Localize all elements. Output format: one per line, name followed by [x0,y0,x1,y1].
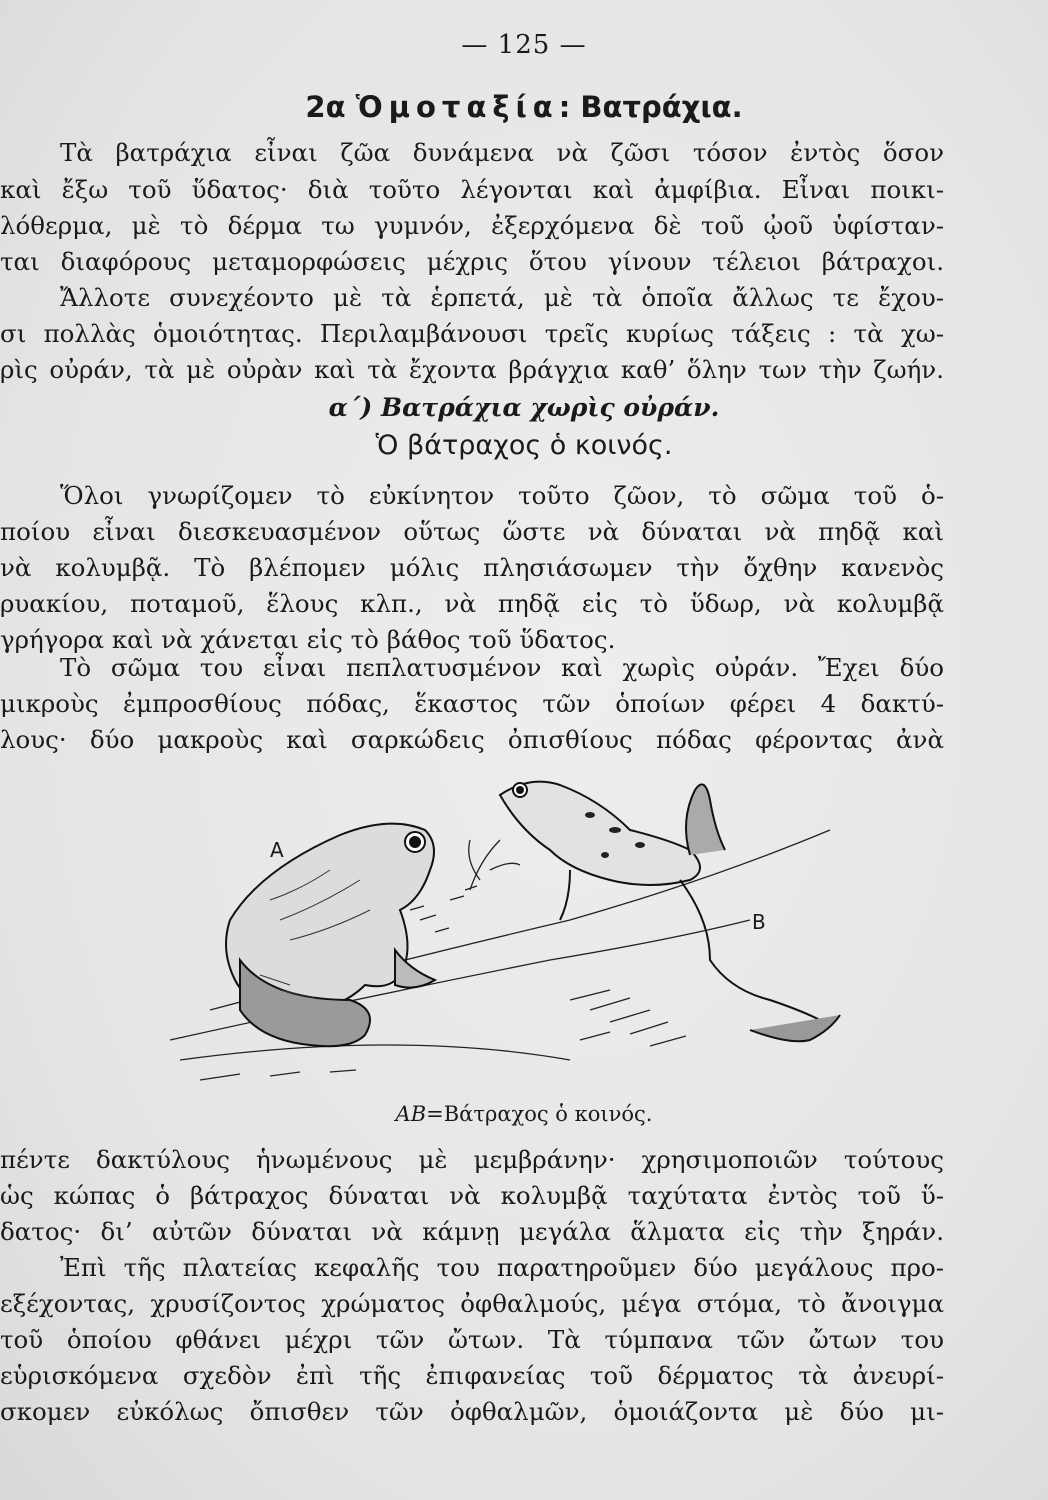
section-heading [0,90,1048,124]
text-line: λους· δύο μακροὺς καὶ σαρκώδεις ὀπισθίους πόδας φέροντας ἀνὰ [0,725,944,754]
text-line: Τὰ βατράχια εἶναι ζῶα δυνάμενα νὰ ζῶσι τόσον ἐντὸς ὅσον [60,138,944,167]
text-line: μικροὺς ἐμπροσθίους πόδας, ἕκαστος τῶν ὁποίων φέρει 4 δακτύ- [0,689,944,718]
caption-ab: AB [395,1102,427,1126]
figure-label-b: B [752,910,766,934]
figure-label-a: A [270,838,284,862]
subheading: α΄) Βατράχια χωρὶς οὐράν. [328,393,720,422]
text-line: Ὅλοι γνωρίζομεν τὸ εὐκίνητον τοῦτο ζῶον, τὸ σῶμα τοῦ ὁ- [60,481,944,510]
text-line: τοῦ ὁποίου φθάνει μέχρι τῶν ὤτων. Τὰ τύμπανα τῶν ὤτων του [0,1325,944,1354]
text-line: καὶ ἔξω τοῦ ὕδατος· διὰ τοῦτο λέγονται καὶ ἀμφίβια. Εἶναι ποικι- [0,175,944,204]
subheading-common-frog: Ὁ βάτραχος ὁ κοινός. [375,430,673,461]
text-line: σι πολλὰς ὁμοιότητας. Περιλαμβάνουσι τρεῖς κυρίως τάξεις : τὰ χω- [0,319,944,348]
text-line: γρήγορα καὶ νὰ χάνεται εἰς τὸ βάθος τοῦ ὕδατος. [0,625,616,654]
section-prefix: 2α [305,90,356,124]
text-line: σκομεν εὐκόλως ὄπισθεν τῶν ὀφθαλμῶν, ὁμοιάζοντα μὲ δύο μι- [0,1397,944,1426]
frog-illustration [150,760,850,1100]
text-line: ποίου εἶναι διεσκευασμένον οὕτως ὥστε νὰ δύναται νὰ πηδᾷ καὶ [0,517,944,546]
frogs-engraving [150,760,850,1100]
text-line: ται διαφόρους μεταμορφώσεις μέχρις ὅτου γίνουν τέλειοι βάτραχοι. [0,247,944,276]
figure-caption [0,1102,1048,1126]
text-line: νὰ κολυμβᾷ. Τὸ βλέπομεν μόλις πλησιάσωμεν τὴν ὄχθην κανενὸς [0,553,944,582]
text-line: ρὶς οὐράν, τὰ μὲ οὐρὰν καὶ τὰ ἔχοντα βράγχια καθ’ ὅλην των τὴν ζωήν. [0,355,944,384]
text-line: ὡς κώπας ὁ βάτραχος δύναται νὰ κολυμβᾷ ταχύτατα ἐντὸς τοῦ ὕ- [0,1181,944,1210]
section-spaced-title: Ὁμοταξία [355,90,559,124]
text-line: λόθερμα, μὲ τὸ δέρμα τω γυμνόν, ἐξερχόμενα δὲ τοῦ ᾠοῦ ὑφίσταν- [0,211,944,240]
text-line: Ἄλλοτε συνεχέοντο μὲ τὰ ἑρπετά, μὲ τὰ ὁποῖα ἄλλως τε ἔχου- [60,283,944,312]
text-line: εξέχοντας, χρυσίζοντος χρώματος ὀφθαλμούς, μέγα στόμα, τὸ ἄνοιγμα [0,1289,944,1318]
text-line: Τὸ σῶμα του εἶναι πεπλατυσμένον καὶ χωρὶς οὐράν. Ἔχει δύο [60,653,944,682]
text-line: Ἐπὶ τῆς πλατείας κεφαλῆς του παρατηροῦμεν δύο μεγάλους προ- [60,1253,944,1282]
text-line: εὑρισκόμενα σχεδὸν ἐπὶ τῆς ἐπιφανείας τοῦ δέρματος τὰ ἀνευρί- [0,1361,944,1390]
caption-text: =Βάτραχος ὁ κοινός. [426,1102,653,1126]
text-line: ρυακίου, ποταμοῦ, ἕλους κλπ., νὰ πηδᾷ εἰς τὸ ὕδωρ, νὰ κολυμβᾷ [0,589,944,618]
text-line: δατος· δι’ αὐτῶν δύναται νὰ κάμνῃ μεγάλα ἅλματα εἰς τὴν ξηράν. [0,1217,944,1246]
page-number: — 125 — [461,30,587,60]
section-rest: : Βατράχια. [558,90,743,124]
text-line: πέντε δακτύλους ἡνωμένους μὲ μεμβράνην· χρησιμοποιῶν τούτους [0,1145,944,1174]
